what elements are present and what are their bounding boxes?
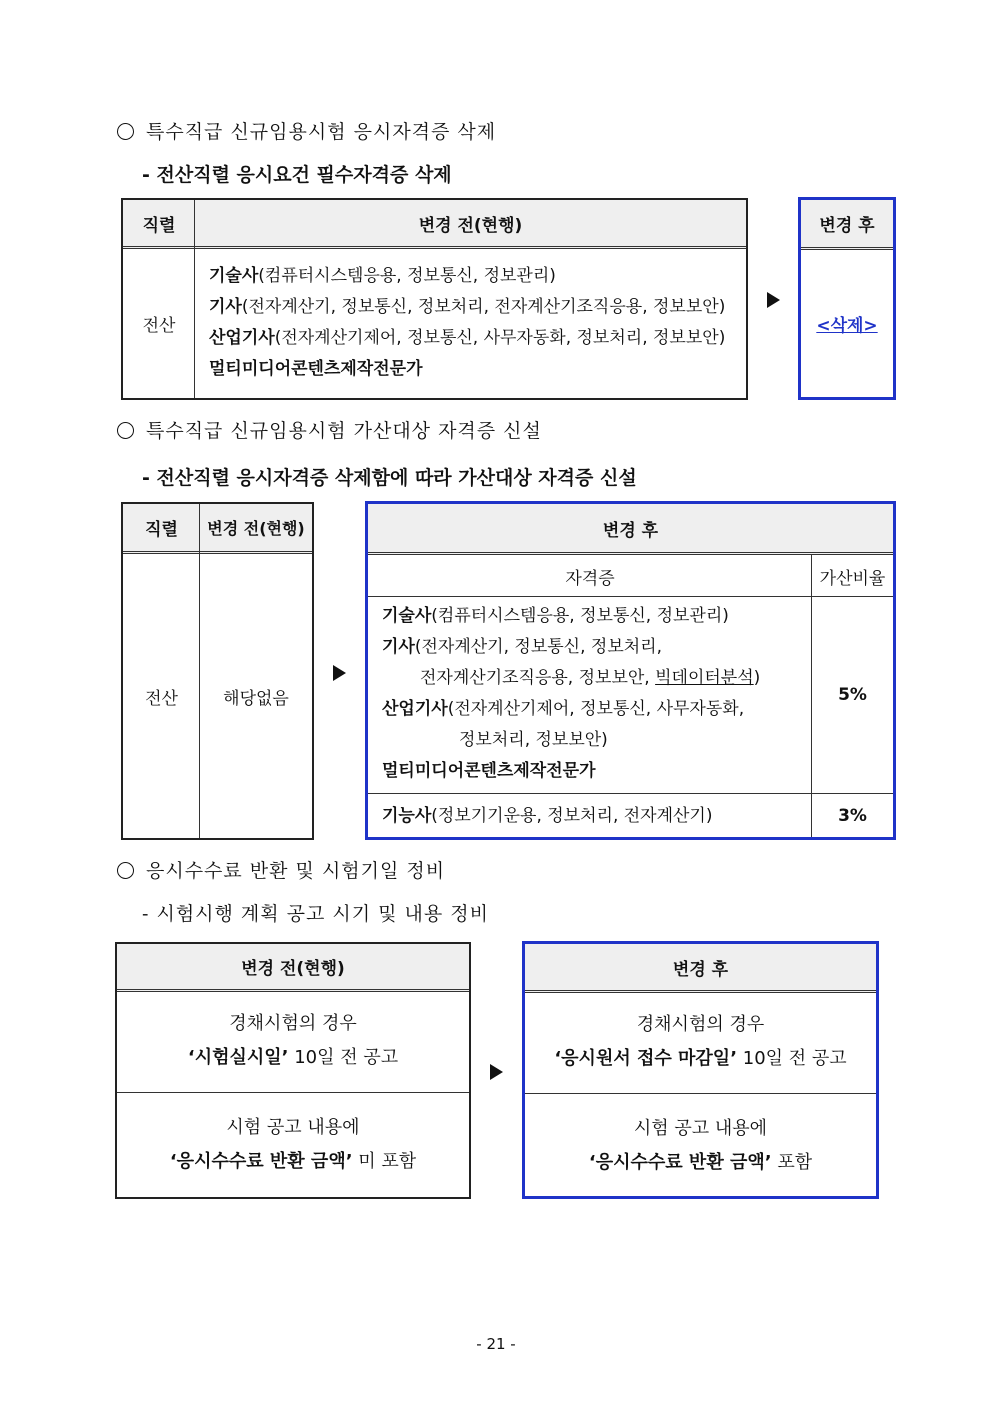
circle-bullet-icon	[117, 123, 134, 140]
list-item: 기사(전자계산기, 정보통신, 정보처리, 전자계산기조직응용, 정보보안)	[209, 297, 726, 317]
table2-after	[365, 501, 896, 840]
table3-after	[522, 941, 879, 1199]
arrow-right-icon	[333, 665, 346, 681]
circle-bullet-icon	[117, 422, 134, 439]
table2-before	[121, 502, 314, 840]
circle-bullet-icon	[117, 862, 134, 879]
section1-heading: 특수직급 신규임용시험 응시자격증 삭제	[117, 117, 496, 144]
table3-before-row2: 시험 공고 내용에 ‘응시수수료 반환 금액’ 미 포함	[169, 1117, 417, 1172]
table2-header-jikryeol: 직렬	[145, 520, 178, 540]
table2-cert-row2: 기능사(정보기기운용, 정보처리, 전자계산기)	[382, 806, 713, 826]
list-item: 멀티미디어콘텐츠제작전문가	[382, 761, 596, 781]
list-item: 산업기사(전자계산기제어, 정보통신, 사무자동화, 정보처리, 정보보안)	[209, 328, 726, 348]
table1-jikryeol: 전산	[142, 316, 176, 336]
section2-subheading: - 전산직렬 응시자격증 삭제함에 따라 가산대상 자격증 신설	[142, 467, 637, 489]
ratio-value: 3%	[838, 805, 867, 826]
section3-subheading: - 시험시행 계획 공고 시기 및 내용 정비	[142, 903, 490, 925]
page-number: - 21 -	[476, 1335, 516, 1353]
table1-header-after: 변경 후	[801, 200, 893, 250]
table1-header-before: 변경 전(현행)	[418, 215, 523, 236]
table3-before-row1: 경채시험의 경우 ‘시험실시일’ 10일 전 공고	[187, 1013, 399, 1068]
arrow-right-icon	[767, 292, 780, 308]
table2-header-ratio: 가산비율	[819, 568, 886, 589]
list-item: 정보처리, 정보보안)	[459, 730, 608, 750]
section1-subheading: - 전산직렬 응시요건 필수자격증 삭제	[142, 164, 452, 186]
table3-header-after: 변경 후	[525, 944, 876, 993]
table2-header-before: 변경 전(현행)	[207, 519, 305, 538]
ratio-value: 5%	[838, 685, 867, 705]
deleted-label: <삭제>	[816, 316, 878, 336]
table3-after-row1: 경채시험의 경우 ‘응시원서 접수 마감일’ 10일 전 공고	[554, 1014, 847, 1069]
table1-header-jikryeol: 직렬	[142, 215, 176, 236]
table2-before-value: 해당없음	[223, 688, 289, 709]
new-cert-bigdata: 빅데이터분석	[655, 668, 754, 688]
list-item: 기술사(컴퓨터시스템응용, 정보통신, 정보관리)	[209, 266, 556, 286]
table1-after	[798, 197, 896, 400]
table2-cert-list	[382, 601, 760, 787]
list-item: 기술사(컴퓨터시스템응용, 정보통신, 정보관리)	[382, 606, 729, 626]
table2-header-after: 변경 후	[368, 504, 893, 555]
table1-before-list	[209, 261, 725, 385]
list-item: 산업기사(전자계산기제어, 정보통신, 사무자동화,	[382, 699, 745, 719]
arrow-right-icon	[490, 1064, 503, 1080]
table2-header-cert: 자격증	[565, 568, 615, 589]
table3-header-before: 변경 전(현행)	[117, 944, 469, 992]
section3-heading: 응시수수료 반환 및 시험기일 정비	[117, 856, 445, 883]
section2-heading: 특수직급 신규임용시험 가산대상 자격증 신설	[117, 416, 542, 443]
table2-jikryeol: 전산	[145, 688, 178, 709]
table1-before	[121, 198, 748, 400]
table3-after-row2: 시험 공고 내용에 ‘응시수수료 반환 금액’ 포함	[588, 1118, 813, 1173]
list-item: 기사(전자계산기, 정보통신, 정보처리,	[382, 637, 662, 657]
table3-before	[115, 942, 471, 1199]
list-item: 전자계산기조직응용, 정보보안, 빅데이터분석)	[420, 668, 761, 688]
list-item: 멀티미디어콘텐츠제작전문가	[209, 359, 423, 379]
